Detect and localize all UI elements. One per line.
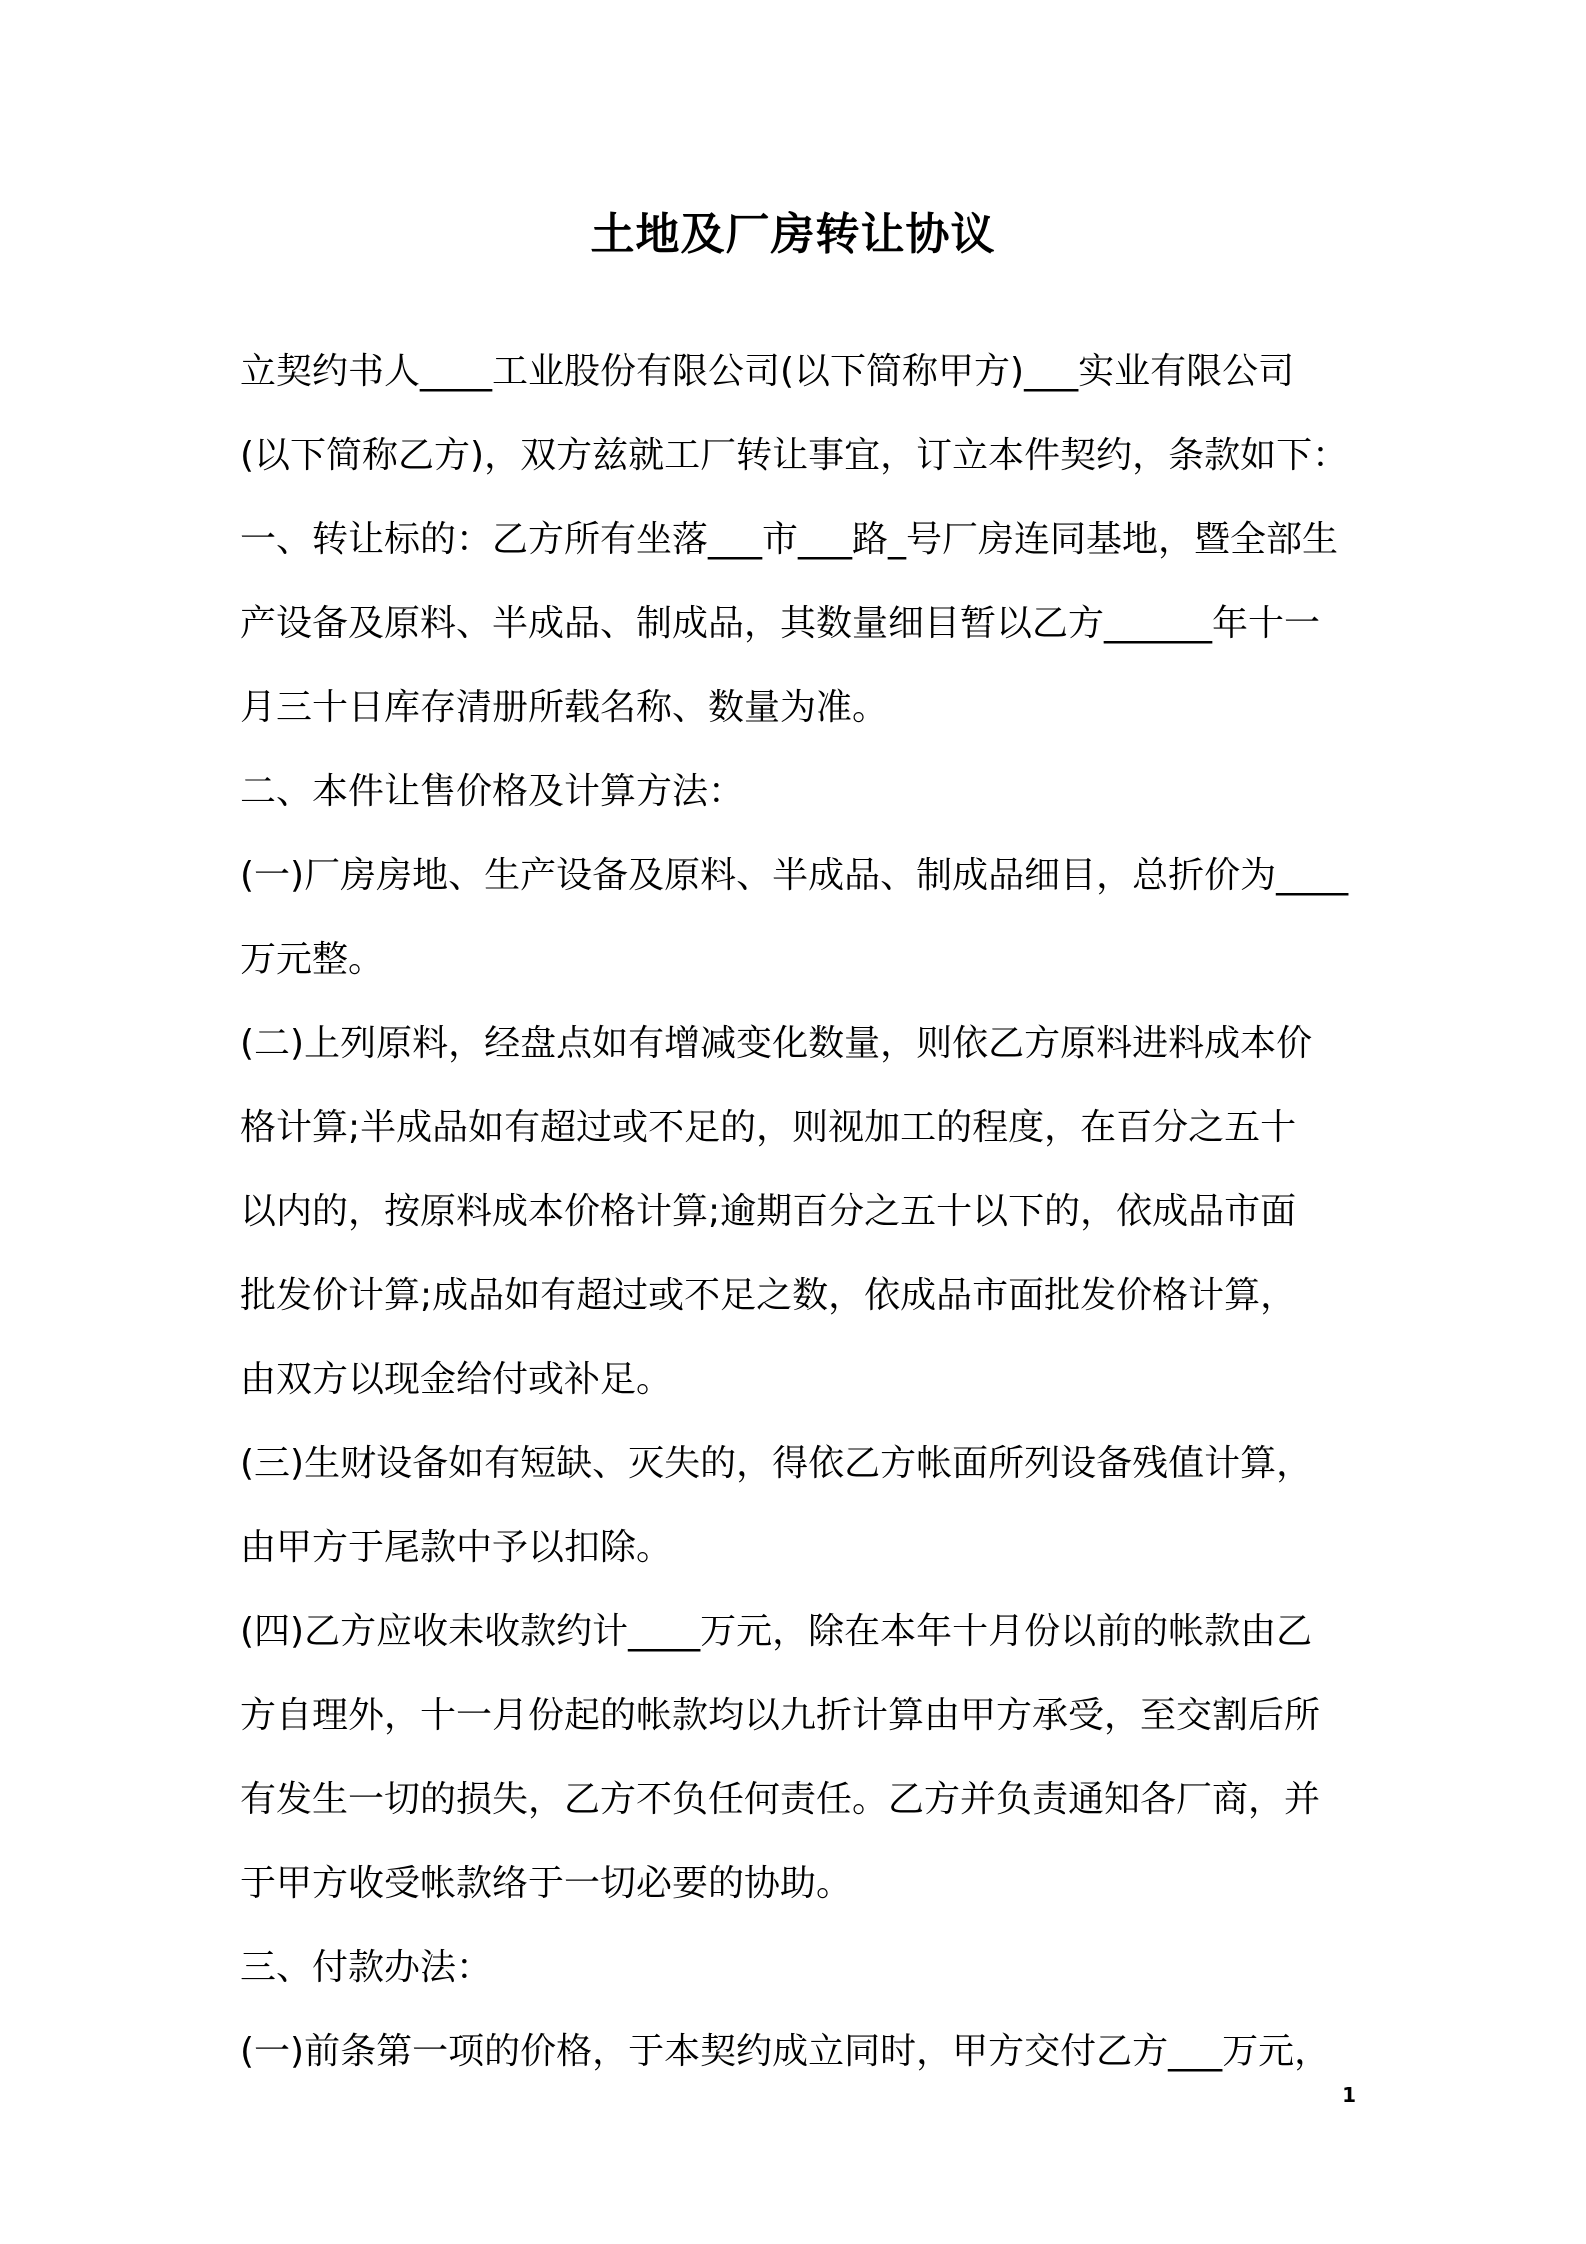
body-line: (三)生财设备如有短缺、灭失的，得依乙方帐面所列设备残值计算， xyxy=(240,1443,1313,1484)
body-line: 于甲方收受帐款络于一切必要的协助。 xyxy=(240,1863,853,1904)
body-line: 由甲方于尾款中予以扣除。 xyxy=(240,1527,673,1568)
body-line: 三、付款办法： xyxy=(240,1947,493,1988)
body-line: 一、转让标的：乙方所有坐落___市___路_号厂房连同基地，暨全部生 xyxy=(240,519,1339,560)
body-line: 产设备及原料、半成品、制成品，其数量细目暂以乙方______年十一 xyxy=(240,603,1321,644)
body-line: 万元整。 xyxy=(240,939,385,980)
body-line: 二、本件让售价格及计算方法： xyxy=(240,771,745,812)
body-line: (一)厂房房地、生产设备及原料、半成品、制成品细目，总折价为____ xyxy=(240,855,1349,896)
body-line: (以下简称乙方)，双方兹就工厂转让事宜，订立本件契约，条款如下： xyxy=(240,435,1349,476)
body-line: (四)乙方应收未收款约计____万元，除在本年十月份以前的帐款由乙 xyxy=(240,1611,1313,1652)
body-line: 有发生一切的损失，乙方不负任何责任。乙方并负责通知各厂商，并 xyxy=(240,1779,1321,1820)
page-number: 1 xyxy=(1342,2083,1356,2107)
document-body xyxy=(240,330,1355,2094)
body-line: (一)前条第一项的价格，于本契约成立同时，甲方交付乙方___万元， xyxy=(240,2031,1331,2072)
body-line: 方自理外，十一月份起的帐款均以九折计算由甲方承受，至交割后所 xyxy=(240,1695,1321,1736)
document-title: 土地及厂房转让协议 xyxy=(590,209,996,260)
body-line: 月三十日库存清册所载名称、数量为准。 xyxy=(240,687,889,728)
body-line: (二)上列原料，经盘点如有增减变化数量，则依乙方原料进料成本价 xyxy=(240,1023,1313,1064)
body-line: 批发价计算;成品如有超过或不足之数，依成品市面批发价格计算， xyxy=(240,1275,1297,1316)
body-line: 由双方以现金给付或补足。 xyxy=(240,1359,673,1400)
body-line: 格计算;半成品如有超过或不足的，则视加工的程度，在百分之五十 xyxy=(240,1107,1297,1148)
body-line: 以内的，按原料成本价格计算;逾期百分之五十以下的，依成品市面 xyxy=(240,1191,1297,1232)
body-line: 立契约书人____工业股份有限公司(以下简称甲方)___实业有限公司 xyxy=(240,351,1295,392)
